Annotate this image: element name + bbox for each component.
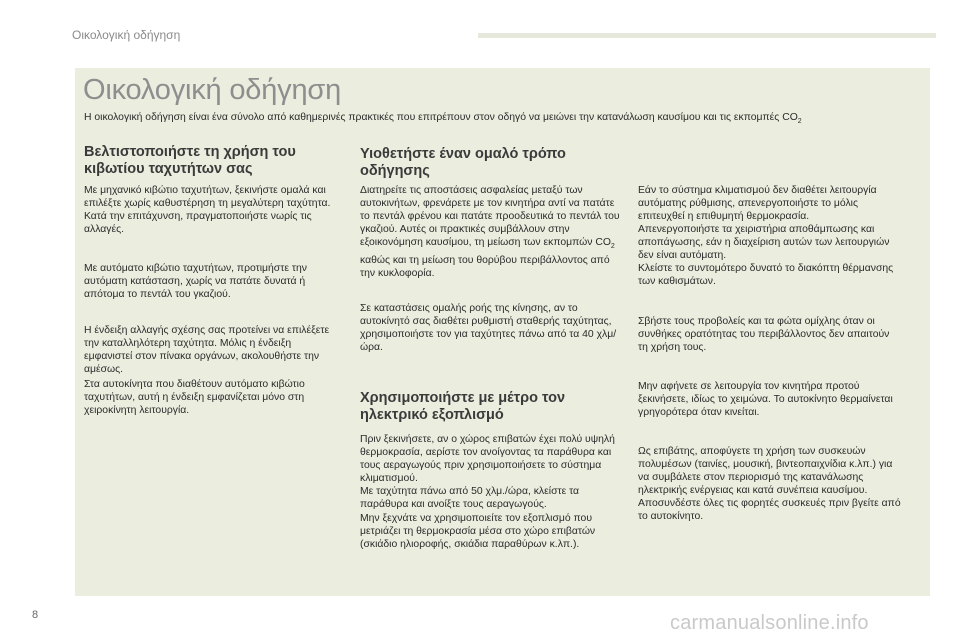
heading-gearbox-line1: Βελτιστοποιήστε τη χρήση του bbox=[84, 144, 296, 160]
heading-electrical-line1: Χρησιμοποιήστε με μέτρο τον bbox=[360, 390, 566, 406]
air-conditioning-text: Εάν το σύστημα κλιματισμού δεν διαθέτει λειτουργία αυτόματης ρύθμισης, απενεργοποιήστε το μόλις επιτευχθεί η επιθυμητή θερμοκρασία. bbox=[638, 185, 877, 223]
heading-smooth-driving: Υιοθετήστε έναν ομαλό τρόπο οδήγησης bbox=[360, 146, 566, 179]
gear-indicator-text: Η ένδειξη αλλαγής σχέσης σας προτείνει να επιλέξετε την καταλληλότερη ταχύτητα. Μόλις η ένδειξη εμφανιστεί στον πίνακα οργάνων, ακολουθήστε την αμέσως. bbox=[84, 325, 330, 376]
windows-text: Με ταχύτητα πάνω από 50 χλμ./ώρα, κλείστε τα παράθυρα και ανοίξτε τους αεραγωγούς. bbox=[360, 486, 580, 511]
header-rule bbox=[478, 33, 936, 38]
smooth-driving-text-a: Διατηρείτε τις αποστάσεις ασφαλείας μεταξύ των αυτοκινήτων, φρενάρετε με τον κινητήρα αντί να πατάτε το πεντάλ φρένου και πατάτε προοδευτικά το πεντάλ του γκαζιού. Αυτές οι πρακτικές συμβάλλουν στην εξοικονόμηση καυσίμου, τη μείωση των εκπομπών CO bbox=[360, 185, 620, 249]
gearbox-manual-text: Με μηχανικό κιβώτιο ταχυτήτων, ξεκινήστε ομαλά και επιλέξτε χωρίς καθυστέρηση τη μεγαλύτερη ταχύτητα. Κατά την επιτάχυνση, πραγματοποιήστε νωρίς τις αλλαγές. bbox=[84, 185, 331, 236]
heading-gearbox bbox=[84, 144, 344, 178]
multimedia-text: Ως επιβάτης, αποφύγετε τη χρήση των συσκευών πολυμέσων (ταινίες, μουσική, βιντεοπαιχνίδια κ.λπ.) για να συμβάλετε στον περιορισμό της κατανάλωσης ηλεκτρικής ενέργειας και κατά συνέπεια καυσίμου. Αποσυνδέστε όλες τις φορητές συσκευές πριν βγείτε από το αυτοκίνητο. bbox=[638, 446, 901, 523]
page-number: 8 bbox=[32, 609, 39, 621]
demisting-text: Απενεργοποιήστε τα χειριστήρια αποθάμπωσης και αποπάγωσης, εάν η διαχείριση αυτών των λειτουργιών δεν είναι αυτόματη. bbox=[638, 224, 890, 262]
cruise-control-text: Σε καταστάσεις ομαλής ροής της κίνησης, αν το αυτοκίνητό σας διαθέτει ρυθμιστή σταθερής ταχύτητας, χρησιμοποιήστε τον για ταχύτητες πάνω από τα 40 χλμ/ώρα. bbox=[360, 303, 617, 354]
heading-gearbox-line2: κιβωτίου ταχυτήτων σας bbox=[84, 161, 253, 177]
lights-text: Σβήστε τους προβολείς και τα φώτα ομίχλης όταν οι συνθήκες ορατότητας του περιβάλλοντος δεν απαιτούν τη χρήση τους. bbox=[638, 316, 890, 354]
page-title: Οικολογική οδήγηση bbox=[83, 74, 341, 106]
smooth-driving-text-b: καθώς και τη μείωση του θορύβου περιβάλλοντος από την κυκλοφορία. bbox=[360, 254, 610, 279]
co2-subscript: 2 bbox=[610, 243, 615, 251]
gear-indicator-auto-text: Στα αυτοκίνητα που διαθέτουν αυτόματο κιβώτιο ταχυτήτων, αυτή η ένδειξη εμφανίζεται μόνο στη χειροκίνητη λειτουργία. bbox=[84, 379, 305, 417]
heading-electrical-equipment bbox=[360, 390, 630, 424]
heading-electrical-line2: ηλεκτρικό εξοπλισμό bbox=[360, 407, 504, 423]
watermark: carmanualsonline.info bbox=[670, 612, 869, 634]
gearbox-automatic-text: Με αυτόματο κιβώτιο ταχυτήτων, προτιμήστε την αυτόματη κατάσταση, χωρίς να πατάτε δυνατά ή απότομα το πεντάλ του γκαζιού. bbox=[84, 263, 307, 301]
smooth-driving-text bbox=[360, 184, 622, 280]
ventilation-text: Πριν ξεκινήσετε, αν ο χώρος επιβατών έχει πολύ υψηλή θερμοκρασία, αερίστε τον ανοίγοντας τα παράθυρα και τους αεραγωγούς πριν χρησιμοποιήσετε το σύστημα κλιματισμού. bbox=[360, 434, 615, 485]
sunblind-text: Μην ξεχνάτε να χρησιμοποιείτε τον εξοπλισμό που μετριάζει τη θερμοκρασία μέσα στο χώρο επιβατών (σκιάδιο ηλιοροφής, σκιάδια παραθύρων κ.λπ.). bbox=[360, 513, 596, 551]
engine-idle-text: Μην αφήνετε σε λειτουργία τον κινητήρα προτού ξεκινήσετε, ιδίως το χειμώνα. Το αυτοκίνητο θερμαίνεται γρηγορότερα όταν κινείται. bbox=[638, 381, 893, 419]
intro-text bbox=[84, 111, 924, 128]
intro-main: Η οικολογική οδήγηση είναι ένα σύνολο από καθημερινές πρακτικές που επιτρέπουν στον οδηγό να μειώνει την κατανάλωση καυσίμου και τις εκπομπές CO bbox=[84, 112, 798, 123]
intro-subscript: 2 bbox=[797, 118, 802, 126]
seat-heating-text: Κλείστε το συντομότερο δυνατό το διακόπτη θέρμανσης των καθισμάτων. bbox=[638, 263, 894, 288]
header-section-title: Οικολογική οδήγηση bbox=[72, 28, 181, 42]
